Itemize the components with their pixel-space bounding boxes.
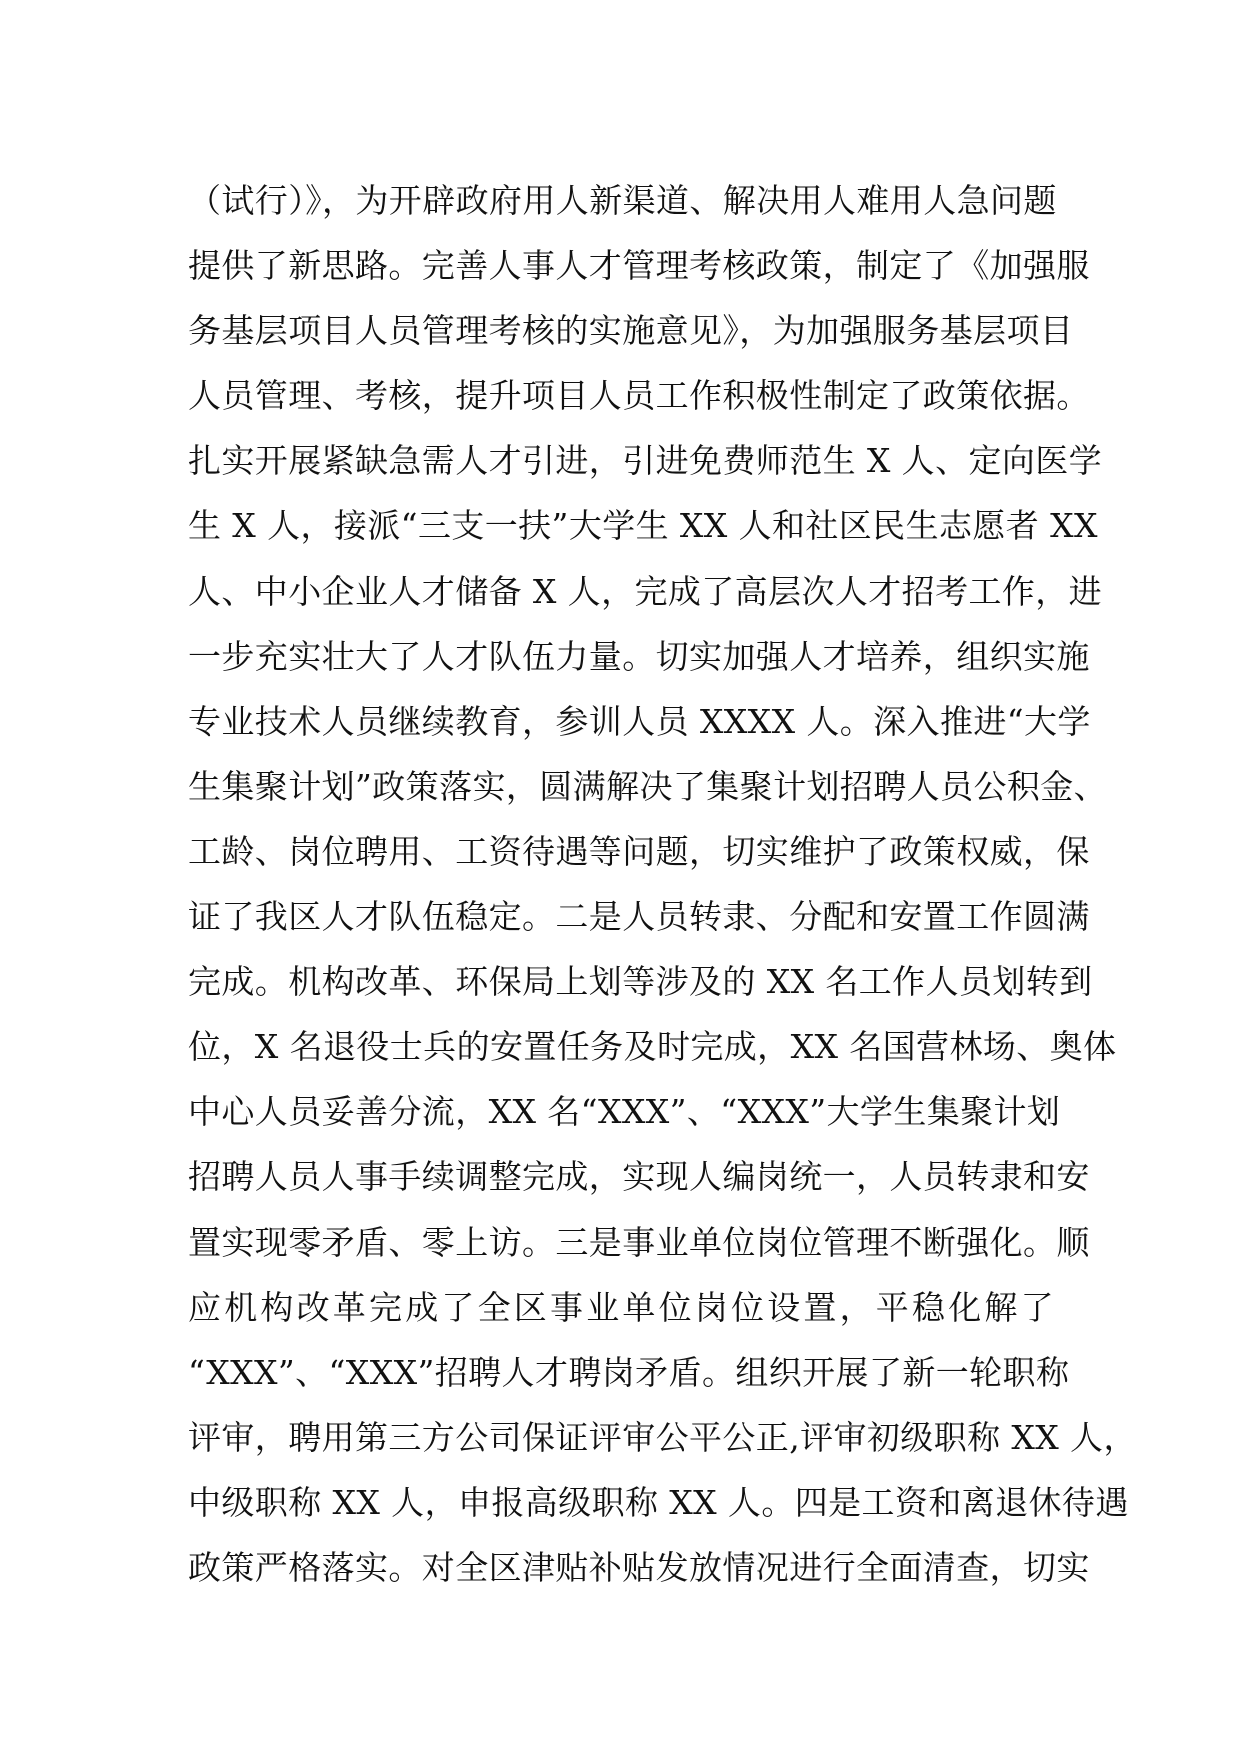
text-line: 工龄、岗位聘用、工资待遇等问题，切实维护了政策权威，保 <box>188 831 1090 871</box>
text-line: 中级职称 XX 人，申报高级职称 XX 人。四是工资和离退休待遇 <box>188 1482 1129 1522</box>
text-line: 务基层项目人员管理考核的实施意见》，为加强服务基层项目 <box>188 311 1074 351</box>
text-line: （试行）》，为开辟政府用人新渠道、解决用人难用人急问题 <box>188 181 1057 220</box>
text-line: 应机构改革完成了全区事业单位岗位设置，平稳化解了 <box>188 1287 1057 1327</box>
text-line: 政策严格落实。对全区津贴补贴发放情况进行全面清查，切实 <box>188 1547 1090 1587</box>
text-line: 专业技术人员继续教育，参训人员 XXXX 人。深入推进“大学 <box>188 701 1091 741</box>
text-line: 置实现零矛盾、零上访。三是事业单位岗位管理不断强化。顺 <box>188 1222 1090 1262</box>
text-line: 评审，聘用第三方公司保证评审公平公正,评审初级职称 XX 人， <box>188 1417 1137 1457</box>
text-line: 一步充实壮大了人才队伍力量。切实加强人才培养，组织实施 <box>188 636 1090 676</box>
text-line: 位，X 名退役士兵的安置任务及时完成，XX 名国营林场、奥体 <box>188 1027 1117 1067</box>
text-line: 扎实开展紧缺急需人才引进，引进免费师范生 X 人、定向医学 <box>188 441 1103 481</box>
text-line: 招聘人员人事手续调整完成，实现人编岗统一，人员转隶和安 <box>188 1157 1090 1197</box>
text-line: 人员管理、考核，提升项目人员工作积极性制定了政策依据。 <box>188 376 1090 416</box>
text-line: 完成。机构改革、环保局上划等涉及的 XX 名工作人员划转到 <box>188 962 1093 1002</box>
text-line: 生集聚计划”政策落实，圆满解决了集聚计划招聘人员公积金、 <box>188 766 1108 806</box>
text-line: 中心人员妥善分流，XX 名“XXX”、“XXX”大学生集聚计划 <box>188 1092 1061 1132</box>
document-body <box>188 168 1137 1600</box>
text-line: 人、中小企业人才储备 X 人，完成了高层次人才招考工作，进 <box>188 571 1103 611</box>
text-line: “XXX”、“XXX”招聘人才聘岗矛盾。组织开展了新一轮职称 <box>188 1352 1070 1392</box>
text-line: 生 X 人，接派“三支一扶”大学生 XX 人和社区民生志愿者 XX <box>188 506 1098 546</box>
text-line: 提供了新思路。完善人事人才管理考核政策，制定了《加强服 <box>188 246 1090 286</box>
text-line: 证了我区人才队伍稳定。二是人员转隶、分配和安置工作圆满 <box>188 897 1090 937</box>
